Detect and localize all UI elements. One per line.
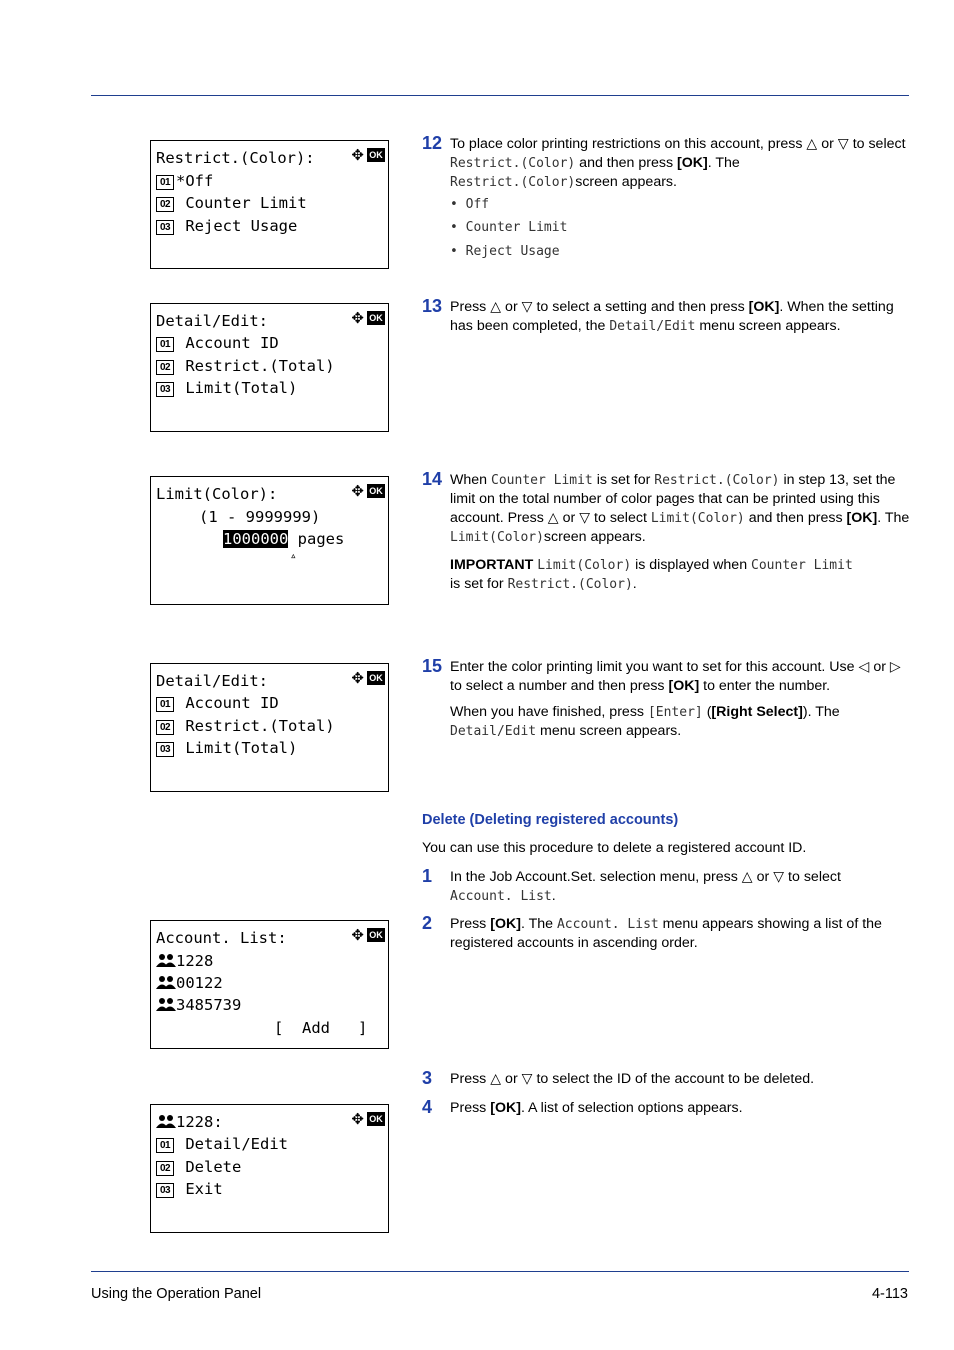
account-row-3: 3485739 — [156, 994, 241, 1017]
lcd-option-2: 02 Delete — [156, 1156, 241, 1179]
lcd-title: Account. List: — [156, 929, 287, 947]
delete-step-2: Press [OK]. The Account. List menu appears showing a list of the registered accounts in ascending order. — [450, 916, 882, 951]
lcd-value-row — [223, 528, 344, 551]
lcd-range: (1 - 9999999) — [199, 508, 321, 526]
ok-key-icon: OK — [367, 1112, 385, 1126]
step-15-followup: When you have finished, press [Enter] ([Right Select]). The Detail/Edit menu screen appears. — [450, 704, 840, 739]
navigation-icon: ✥ — [351, 309, 364, 327]
navigation-icon: ✥ — [351, 146, 364, 164]
delete-step-1: In the Job Account.Set. selection menu, press △ or ▽ to select Account. List. — [450, 869, 841, 904]
ok-key-icon: OK — [367, 928, 385, 942]
step-number: 1 — [422, 866, 433, 886]
lcd-screen-detail-edit — [150, 303, 389, 432]
step-number: 12 — [422, 133, 443, 153]
unit-label: pages — [297, 530, 345, 548]
lcd-title: Detail/Edit: — [156, 312, 268, 330]
lcd-option-2: 02 Restrict.(Total) — [156, 715, 335, 738]
lcd-option-1: 01 Detail/Edit — [156, 1133, 288, 1156]
lcd-screen-account-menu — [150, 1104, 389, 1233]
ok-key-icon: OK — [367, 484, 385, 498]
lcd-option-2: 02 Restrict.(Total) — [156, 355, 335, 378]
lcd-title: Detail/Edit: — [156, 672, 268, 690]
step-number: 13 — [422, 296, 443, 316]
delete-step-4: Press [OK]. A list of selection options appears. — [450, 1100, 743, 1116]
section-intro: You can use this procedure to delete a registered account ID. — [422, 840, 807, 856]
navigation-icon: ✥ — [351, 1110, 364, 1128]
navigation-icon: ✥ — [351, 482, 364, 500]
add-softkey: [ Add ] — [274, 1019, 368, 1037]
lcd-screen-limit-color — [150, 476, 389, 605]
account-row-2: 00122 — [156, 972, 223, 995]
limit-value: 1000000 — [223, 530, 289, 548]
lcd-screen-detail-edit-2 — [150, 663, 389, 792]
bullet-item: • Off — [450, 197, 490, 212]
step-number: 2 — [422, 913, 433, 933]
step-13-text: Press △ or ▽ to select a setting and then press [OK]. When the setting has been completed, the Detail/Edit menu screen appears. — [450, 299, 894, 334]
users-icon — [156, 1113, 176, 1129]
footer-rule — [91, 1271, 909, 1272]
lcd-screen-restrict-color — [150, 140, 389, 269]
page-number: 4-113 — [871, 1286, 908, 1302]
step-number: 4 — [422, 1097, 433, 1117]
lcd-option-1: 01 *Off — [156, 170, 213, 193]
delete-step-3: Press △ or ▽ to select the ID of the account to be deleted. — [450, 1071, 815, 1087]
step-15-text: Enter the color printing limit you want to set for this account. Use ◁ or ▷ to select a number and then press [OK] to enter the number. — [450, 659, 901, 694]
header-rule — [91, 95, 909, 96]
account-row-1: 1228 — [156, 950, 213, 973]
step-12-text: To place color printing restrictions on this account, press △ or ▽ to select Restrict.(Color) and then press [OK]. The Restrict.(Color)screen appears. — [450, 136, 906, 190]
step-number: 3 — [422, 1068, 433, 1088]
lcd-option-3: 03 Exit — [156, 1178, 223, 1201]
lcd-option-3: 03 Reject Usage — [156, 215, 297, 238]
navigation-icon: ✥ — [351, 669, 364, 687]
users-icon — [156, 996, 176, 1012]
lcd-title: Limit(Color): — [156, 485, 278, 503]
important-note: IMPORTANT Limit(Color) is displayed when Counter Limit is set for Restrict.(Color). — [450, 557, 853, 592]
step-number: 14 — [422, 469, 443, 489]
users-icon — [156, 974, 176, 990]
bullet-item: • Counter Limit — [450, 220, 568, 235]
navigation-icon: ✥ — [351, 926, 364, 944]
ok-key-icon: OK — [367, 148, 385, 162]
lcd-title: 1228: — [156, 1111, 223, 1134]
bullet-item: • Reject Usage — [450, 244, 560, 259]
ok-key-icon: OK — [367, 311, 385, 325]
lcd-title: Restrict.(Color): — [156, 149, 315, 167]
lcd-option-1: 01 Account ID — [156, 692, 279, 715]
ok-key-icon: OK — [367, 671, 385, 685]
lcd-option-2: 02 Counter Limit — [156, 192, 307, 215]
lcd-option-3: 03 Limit(Total) — [156, 377, 297, 400]
step-14-text: When Counter Limit is set for Restrict.(Color) in step 13, set the limit on the total number of color pages that can be printed using this account. Press △ or ▽ to select Limit(Color) and then press [OK]. The Limit(Color)screen appears. — [450, 472, 910, 545]
footer-title: Using the Operation Panel — [91, 1286, 262, 1302]
cursor-caret-icon: ▵ — [290, 549, 297, 562]
users-icon — [156, 952, 176, 968]
lcd-screen-account-list — [150, 920, 389, 1049]
lcd-option-3: 03 Limit(Total) — [156, 737, 297, 760]
section-heading: Delete (Deleting registered accounts) — [422, 812, 679, 828]
lcd-option-1: 01 Account ID — [156, 332, 279, 355]
step-number: 15 — [422, 656, 443, 676]
